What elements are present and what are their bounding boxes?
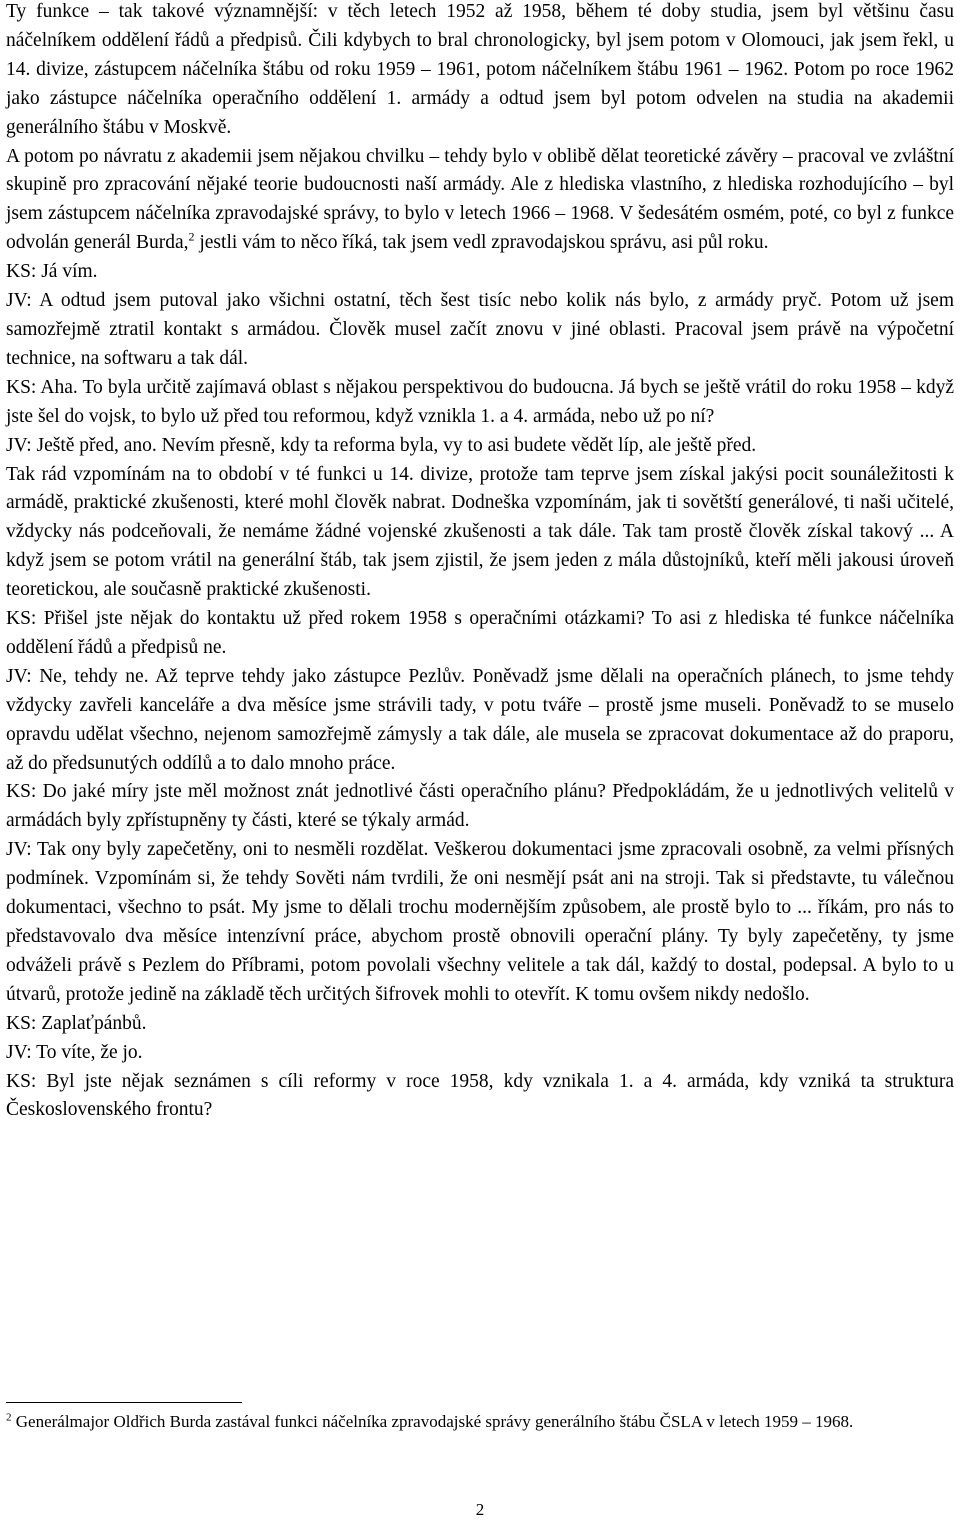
paragraph-2-continuation: jestli vám to něco říká, tak jsem vedl zpravodajskou správu, asi půl roku. <box>194 232 769 254</box>
paragraph-13: JV: To víte, že jo. <box>6 1041 143 1063</box>
paragraph-12: KS: Zaplaťpánbů. <box>6 1012 147 1034</box>
paragraph-6: JV: Ještě před, ano. Nevím přesně, kdy ta reforma byla, vy to asi budete vědět líp, ale ještě před. <box>6 434 757 456</box>
paragraph-8: KS: Přišel jste nějak do kontaktu už před rokem 1958 s operačními otázkami? To asi z hlediska té funkce náčelníka oddělení řádů a předpisů ne. <box>6 608 954 658</box>
footnote-separator <box>6 1402 242 1403</box>
paragraph-7: Tak rád vzpomínám na to období v té funkci u 14. divize, protože tam teprve jsem získal jakýsi pocit sounáležitosti k armádě, praktické zkušenosti, které mohl člověk nabrat. Dodneška vzpomínám, jak ti sovětští generálové, ti naši učitelé, vždycky nás podceňovali, že nemáme žádné vojenské zkušenosti a tak dále. Tak tam prostě člověk získal takový ... A když jsem se potom vrátil na generální štáb, tak jsem zjistil, že jsem jeden z mála důstojníků, kteří měli jakousi úroveň teoretickou, ale současně praktické zkušenosti. <box>6 463 954 601</box>
paragraph-14: KS: Byl jste nějak seznámen s cíli reformy v roce 1958, kdy vznikala 1. a 4. armáda, kdy vzniká ta struktura Československého frontu? <box>6 1070 954 1121</box>
document-page <box>6 0 954 1125</box>
paragraph-9: JV: Ne, tehdy ne. Až teprve tehdy jako zástupce Pezlův. Poněvadž jsme dělali na operačních plánech, to jsme tehdy vždycky zavřeli kanceláře a dva měsíce jsme strávili tady, v potu tváře – prostě jsme museli. Poněvadž to se muselo opravdu udělat všechno, nejenom samozřejmě zámysly a tak dále, ale musela se zpracovat dokumentace až do praporu, až do předsunutých oddílů a to dalo mnoho práce. <box>6 665 954 774</box>
body-text <box>6 0 954 1125</box>
paragraph-5: KS: Aha. To byla určitě zajímavá oblast s nějakou perspektivou do budoucna. Já bych se ještě vrátil do roku 1958 – když jste šel do vojsk, to bylo už před tou reformou, když vznikla 1. a 4. armáda, nebo už po ní? <box>6 376 954 427</box>
footnote-text: Generálmajor Oldřich Burda zastával funkci náčelníka zpravodajské správy generálního štábu ČSLA v letech 1959 – 1968. <box>11 1412 854 1431</box>
footnote-number: 2 <box>6 1411 12 1424</box>
paragraph-2-text: A potom po návratu z akademii jsem nějakou chvilku – tehdy bylo v oblibě dělat teoretické závěry – pracoval ve zvláštní skupině pro zpracování nějaké teorie budoucnosti naší armády. Ale z hlediska vlastního, z hlediska rozhodujícího – byl jsem zástupcem náčelníka zpravodajské správy, to bylo v letech 1966 – 1968. V šedesátém osmém, poté, co byl z funkce odvolán generál Burda, <box>6 145 954 254</box>
paragraph-3: KS: Já vím. <box>6 261 98 283</box>
paragraph-2 <box>6 143 954 259</box>
footnote-reference: 2 <box>188 229 195 244</box>
paragraph-11: JV: Tak ony byly zapečetěny, oni to nesměli rozdělat. Veškerou dokumentaci jsme zpracovali osobně, za velmi přísných podmínek. Vzpomínám si, že tehdy Sověti nám tvrdili, že oni nesmějí psát ani na stroji. Tak si představte, tu válečnou dokumentaci, všechno to psát. My jsme to dělali trochu modernějším způsobem, ale prostě bylo to ... říkám, pro nás to představovalo dva měsíce intenzívní práce, abychom prostě obnovili operační plány. Ty byly zapečetěny, ty jsme odváželi právě s Pezlem do Příbrami, potom povolali všechny velitele a tak dál, každý to dostal, podepsal. A bylo to u útvarů, protože jedině na základě těch určitých šifrovek mohli to otevřít. K tomu ovšem nikdy nedošlo. <box>6 839 954 1005</box>
paragraph-10: KS: Do jaké míry jste měl možnost znát jednotlivé části operačního plánu? Předpokládám, že u jednotlivých velitelů v armádách byly zpřístupněny ty části, které se týkaly armád. <box>6 781 954 832</box>
paragraph-1: Ty funkce – tak takové významnější: v těch letech 1952 až 1958, během té doby studia, jsem byl většinu času náčelníkem oddělení řádů a předpisů. Čili kdybych to bral chronologicky, byl jsem potom v Olomouci, jak jsem řekl, u 14. divize, zástupcem náčelníka štábu od roku 1959 – 1961, potom náčelníkem štábu 1961 – 1962. Potom po roce 1962 jako zástupce náčelníka operačního oddělení 1. armády a odtud jsem byl potom odvelen na studia na akademii generálního štábu v Moskvě. <box>6 1 954 138</box>
page-number: 2 <box>475 1500 485 1519</box>
paragraph-4: JV: A odtud jsem putoval jako všichni ostatní, těch šest tisíc nebo kolik nás bylo, z armády pryč. Potom už jsem samozřejmě ztratil kontakt s armádou. Člověk musel začít znovu v jiné oblasti. Pracoval jsem právě na výpočetní technice, na softwaru a tak dál. <box>6 290 954 369</box>
footnote <box>6 1408 954 1435</box>
